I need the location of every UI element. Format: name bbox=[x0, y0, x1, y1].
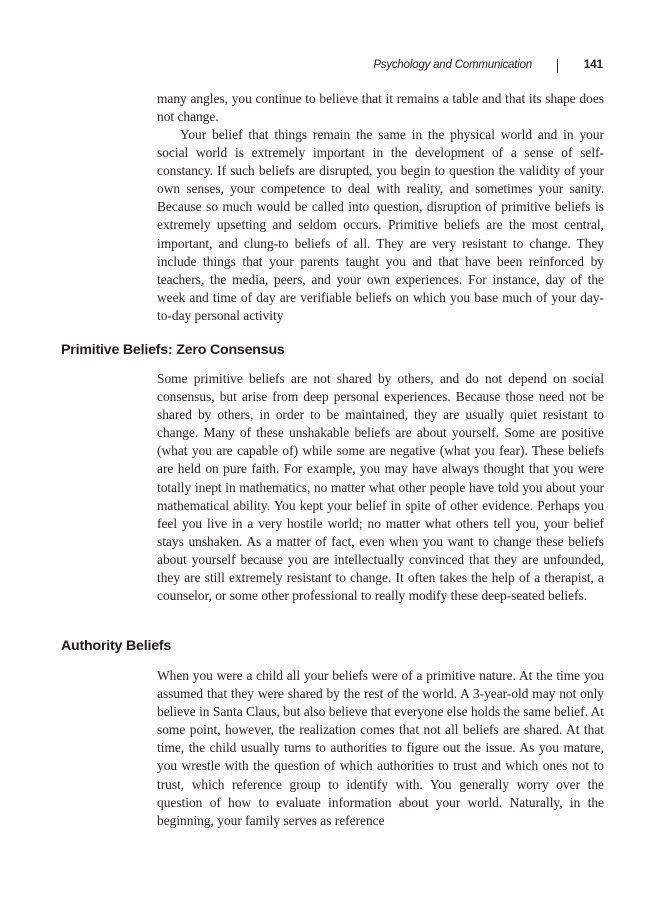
header-divider bbox=[557, 59, 558, 73]
page-number: 141 bbox=[583, 59, 603, 71]
section-heading-zero-consensus: Primitive Beliefs: Zero Consensus bbox=[61, 342, 285, 358]
running-title: Psychology and Communication bbox=[373, 59, 532, 71]
paragraph-continued: many angles, you continue to believe that it remains a table and that its shape does not change. bbox=[157, 91, 604, 125]
paragraph-belief-constancy: Your belief that things remain the same in the physical world and in your social world is extremely important in the development of a sense of self-constancy. If such beliefs are disrupted, you begin to question the validity of your own senses, your competence to deal with reality, and sometimes your sanity. Because so much would be called into question, disruption of primitive beliefs is extremely upsetting and seldom occurs. Primitive beliefs are the most central, important, and clung-to beliefs of all. They are very resistant to change. They include things that your parents taught you and that have been reinforced by teachers, the media, peers, and your own experiences. For instance, day of the week and time of day are verifiable beliefs on which you base much of your day-to-day personal activity bbox=[157, 127, 604, 323]
paragraph-authority-beliefs: When you were a child all your beliefs were of a primitive nature. At the time you assumed that they were shared by the rest of the world. A 3-year-old may not only believe in Santa Claus, but also believe that everyone else holds the same belief. At some point, however, the realization comes that not all beliefs are shared. At that time, the child usually turns to authorities to figure out the issue. As you mature, you wrestle with the question of which authorities to trust and which ones not to trust, which reference group to identify with. You generally worry over the question of how to evaluate information about your world. Naturally, in the beginning, your family serves as reference bbox=[157, 668, 604, 828]
section-heading-authority-beliefs: Authority Beliefs bbox=[61, 638, 172, 654]
running-head bbox=[300, 59, 603, 75]
paragraph-zero-consensus: Some primitive beliefs are not shared by others, and do not depend on social consensus, but arise from deep personal experiences. Because those need not be shared by others, in order to be maintained, they are usually quiet resistant to change. Many of these unshakable beliefs are about yourself. Some are positive (what you are capable of) while some are negative (what you fear). These beliefs are held on pure faith. For example, you may have always thought that you were totally inept in mathematics, no matter what other people have told you about your mathematical ability. You kept your belief in spite of other evidence. Perhaps you feel you live in a very hostile world; no matter what others tell you, your belief stays unshaken. As a matter of fact, even when you want to change these beliefs about yourself because you are intellectually convinced that they are unfounded, they are still extremely resistant to change. It often takes the help of a therapist, a counselor, or some other professional to really modify these deep-seated beliefs. bbox=[157, 371, 604, 604]
